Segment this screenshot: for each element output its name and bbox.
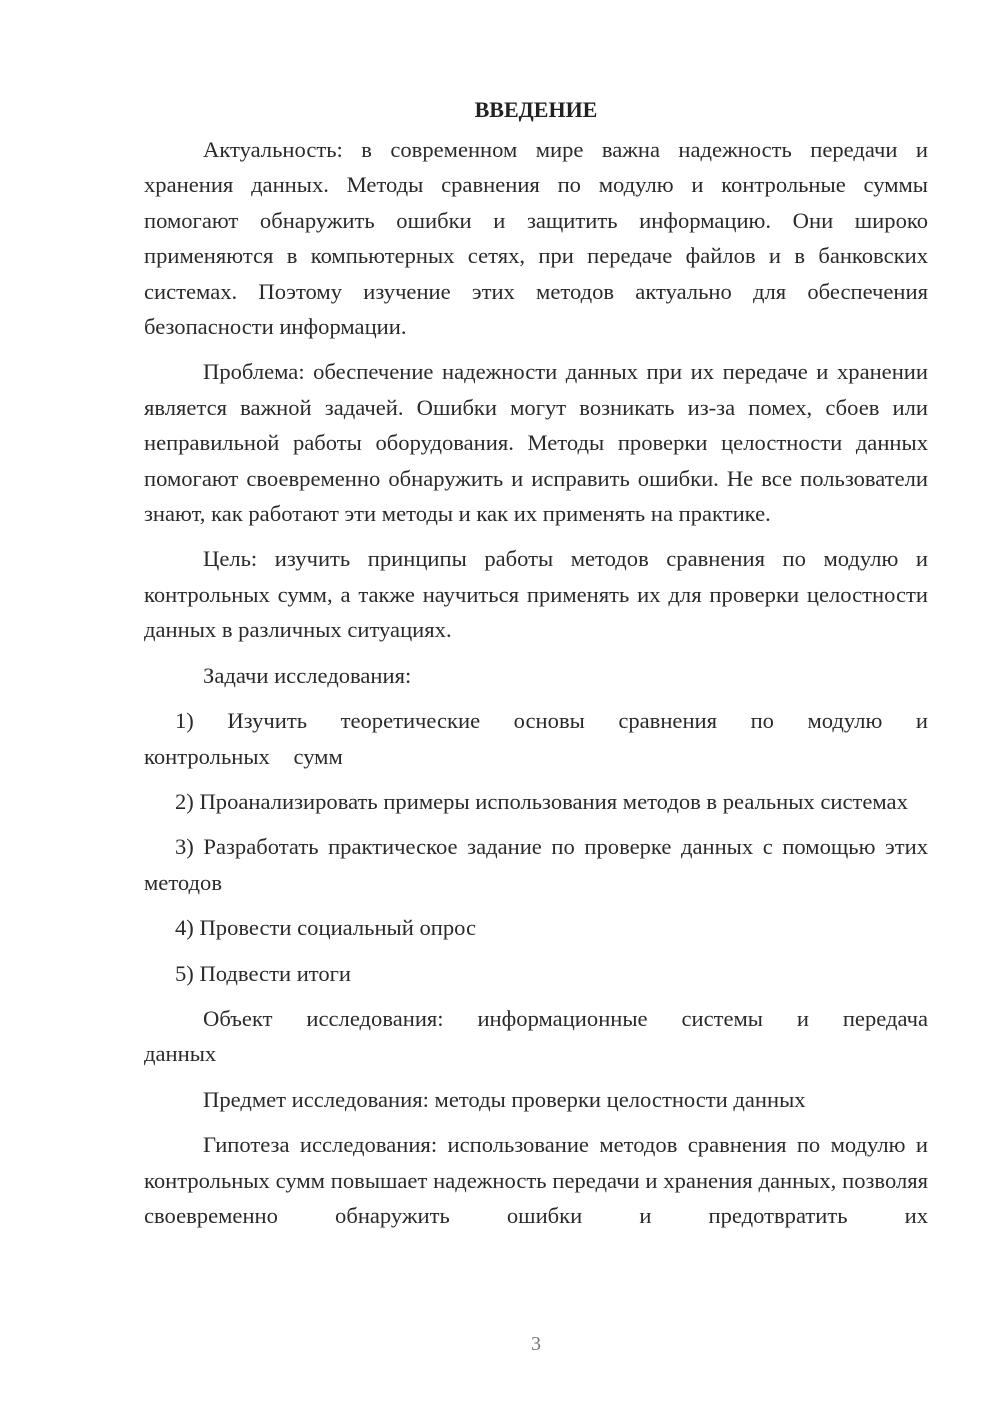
document-page bbox=[144, 92, 928, 1243]
task-item-5: 5) Подвести итоги bbox=[175, 960, 352, 986]
paragraph-object: Объект исследования: информационные системы и передача данных bbox=[144, 1005, 928, 1067]
page-title: ВВЕДЕНИЕ bbox=[474, 97, 598, 122]
task-item-3: 3) Разработать практическое задание по проверке данных с помощью этих методов bbox=[144, 834, 928, 895]
paragraph-goal: Цель: изучить принципы работы методов сравнения по модулю и контрольных сумм, а также научиться применять их для проверки целостности данных в различных ситуациях. bbox=[144, 546, 928, 643]
task-item-2: 2) Проанализировать примеры использования методов в реальных системах bbox=[175, 788, 908, 814]
paragraph-relevance: Актуальность: в современном мире важна надежность передачи и хранения данных. Методы сравнения по модулю и контрольные суммы помогают обнаружить ошибки и защитить информацию. Они широко применяются в компьютерных сетях, при передаче файлов и в банковских системах. Поэтому изучение этих методов актуально для обеспечения безопасности информации. bbox=[144, 137, 928, 340]
page-number: 3 bbox=[531, 1333, 541, 1355]
task-item-1: 1) Изучить теоретические основы сравнения по модулю и контрольных сумм bbox=[144, 708, 928, 769]
paragraph-problem: Проблема: обеспечение надежности данных при их передаче и хранении является важной задачей. Ошибки могут возникать из-за помех, сбоев или неправильной работы оборудования. Методы проверки целостности данных помогают своевременно обнаружить и исправить ошибки. Не все пользователи знают, как работают эти методы и как их применять на практике. bbox=[144, 359, 928, 527]
paragraph-hypothesis: Гипотеза исследования: использование методов сравнения по модулю и контрольных сумм повышает надежность передачи и хранения данных, позволяя своевременно обнаружить ошибки и предотвратить их bbox=[144, 1132, 928, 1228]
tasks-heading: Задачи исследования: bbox=[203, 662, 412, 688]
task-item-4: 4) Провести социальный опрос bbox=[175, 915, 477, 941]
paragraph-subject: Предмет исследования: методы проверки целостности данных bbox=[203, 1086, 806, 1112]
